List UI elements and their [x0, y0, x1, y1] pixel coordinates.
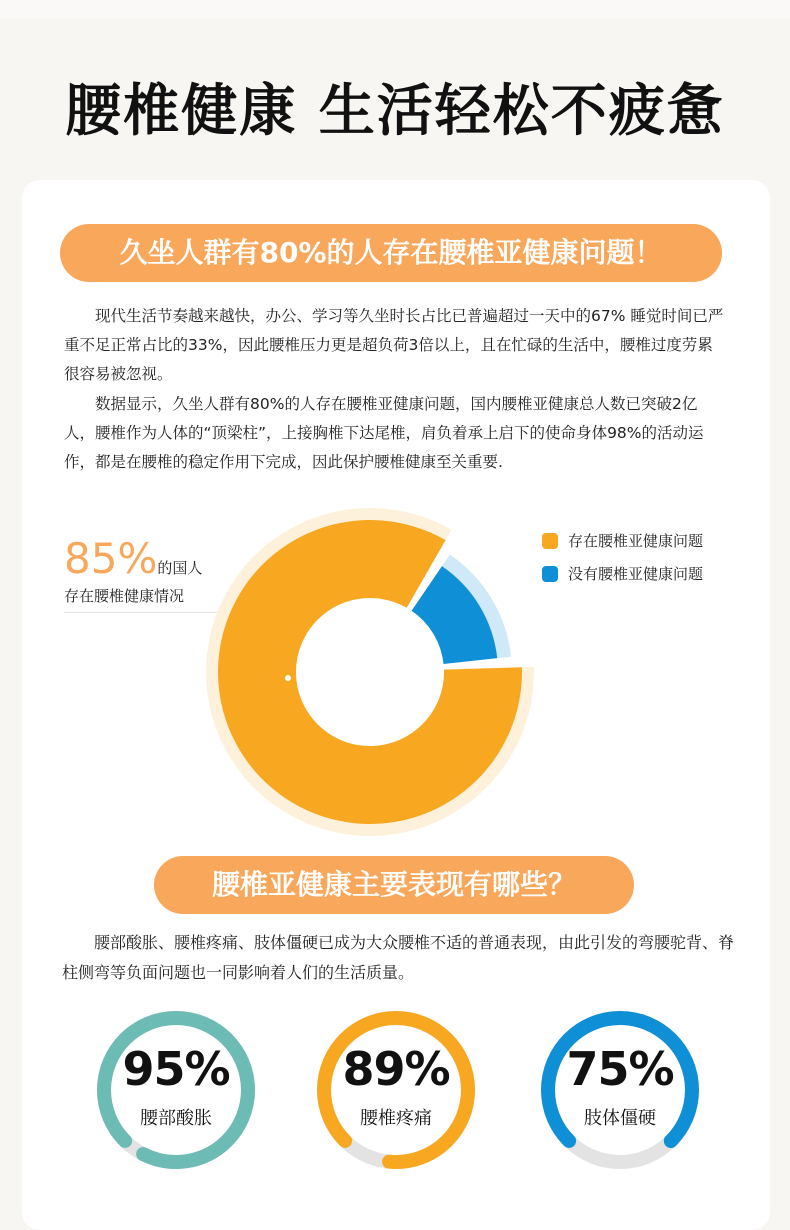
section2-banner: 腰椎亚健康主要表现有哪些？ — [154, 856, 634, 914]
ring-label: 腰部酸胀 — [140, 1108, 212, 1129]
section1-banner: 久坐人群有80%的人存在腰椎亚健康问题！ — [60, 224, 722, 282]
donut-chart — [200, 502, 540, 842]
slice-no-issue — [412, 566, 498, 664]
ring-back-soreness — [94, 1008, 258, 1172]
ring-label: 肢体僵硬 — [584, 1108, 656, 1129]
legend-swatch-orange — [542, 533, 558, 549]
stat-callout — [64, 534, 202, 606]
legend-swatch-blue — [542, 566, 558, 582]
content-card — [22, 180, 770, 1230]
slice-existing-issue — [218, 520, 522, 824]
callout-value: 85% — [64, 534, 158, 583]
ring-percent: 95% — [122, 1042, 230, 1096]
section1-paragraph-2: 数据显示，久坐人群有80%的人存在腰椎亚健康问题，国内腰椎亚健康总人数已突破2亿人，腰椎作为人体的“顶梁柱”，上接胸椎下达尾椎，肩负着承上启下的使命身体98%的活动运作，都是在腰椎的稳定作用下完成，因此保护腰椎健康至关重要. — [64, 395, 704, 471]
callout-suffix: 的国人 — [157, 559, 203, 577]
ring-lumbar-pain — [314, 1008, 478, 1172]
legend-item-none — [542, 563, 703, 584]
section2-paragraph: 腰部酸胀、腰椎疼痛、肢体僵硬已成为大众腰椎不适的普通表现，由此引发的弯腰驼背、脊柱侧弯等负面问题也一同影响着人们的生活质量。 — [62, 933, 735, 982]
top-strip — [0, 0, 790, 18]
section1-paragraph-1: 现代生活节奏越来越快，办公、学习等久坐时长占比已普遍超过一天中的67% 睡觉时间已严重不足正常占比的33%，因此腰椎压力更是超负荷3倍以上，且在忙碌的生活中，腰椎过度劳累很容易被忽视。 — [64, 307, 724, 383]
legend-label: 存在腰椎亚健康问题 — [568, 532, 704, 550]
page-title: 腰椎健康 生活轻松不疲惫 — [65, 79, 725, 144]
legend-label: 没有腰椎亚健康问题 — [568, 565, 704, 583]
ring-percent: 89% — [342, 1042, 450, 1096]
ring-percent: 75% — [566, 1042, 674, 1096]
callout-description: 存在腰椎健康情况 — [64, 587, 185, 605]
donut-legend — [542, 530, 703, 596]
ring-label: 腰椎疼痛 — [360, 1108, 432, 1129]
legend-item-existing — [542, 530, 703, 551]
callout-anchor-dot — [285, 675, 291, 681]
ring-stiffness — [538, 1008, 702, 1172]
symptom-rings — [22, 1000, 770, 1180]
